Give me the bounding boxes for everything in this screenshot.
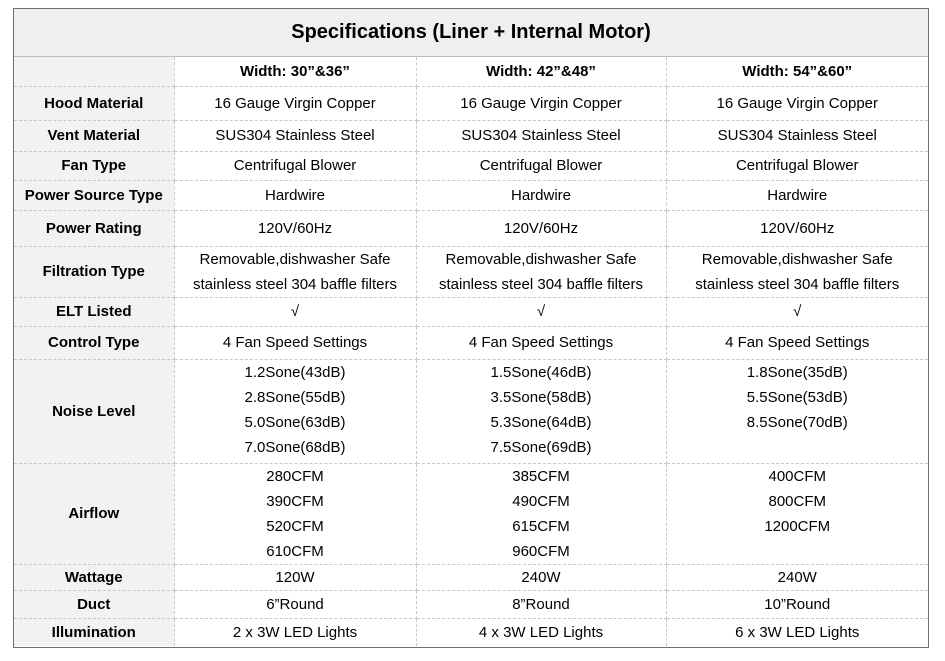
- spec-title: Specifications (Liner + Internal Motor): [14, 9, 928, 57]
- spec-value: SUS304 Stainless Steel: [461, 127, 621, 144]
- spec-cell: [666, 151, 928, 180]
- spec-cell: [174, 180, 416, 210]
- spec-cell: [416, 246, 666, 297]
- spec-cell: [666, 359, 928, 463]
- spec-value: 120V/60Hz: [760, 219, 835, 237]
- spec-value: 2.8Sone(55dB): [244, 388, 346, 406]
- table-row: [14, 120, 928, 151]
- row-label: Filtration Type: [14, 246, 174, 297]
- spec-value: 240W: [521, 568, 561, 586]
- row-label: Wattage: [14, 564, 174, 590]
- spec-value: 1200CFM: [764, 517, 831, 535]
- spec-cell: [416, 590, 666, 618]
- row-label: Power Rating: [14, 210, 174, 246]
- spec-value: 610CFM: [266, 542, 324, 560]
- spec-value: SUS304 Stainless Steel: [717, 127, 877, 144]
- spec-cell: [666, 326, 928, 359]
- spec-value: 6 x 3W LED Lights: [735, 623, 860, 641]
- spec-cell: [416, 86, 666, 120]
- table-row: [14, 297, 928, 326]
- spec-cell: [174, 151, 416, 180]
- row-label: Vent Material: [14, 120, 174, 151]
- spec-cell: [416, 210, 666, 246]
- table-row: [14, 180, 928, 210]
- spec-cell: [174, 463, 416, 564]
- spec-value: √: [290, 303, 300, 320]
- spec-value: 120W: [275, 568, 315, 586]
- spec-value: stainless steel 304 baffle filters: [438, 275, 643, 293]
- table-row: [14, 618, 928, 646]
- spec-value: Hardwire: [767, 186, 828, 204]
- spec-value: 120V/60Hz: [257, 219, 333, 237]
- spec-value: Removable,dishwasher Safe: [701, 250, 893, 268]
- row-label: Control Type: [14, 326, 174, 359]
- table-row: [14, 86, 928, 120]
- spec-cell: [666, 180, 928, 210]
- spec-value: 120V/60Hz: [503, 219, 579, 237]
- spec-cell: [666, 86, 928, 120]
- spec-cell: [174, 590, 416, 618]
- spec-cell: [174, 618, 416, 646]
- spec-value: Centrifugal Blower: [479, 157, 603, 174]
- spec-value: 4 Fan Speed Settings: [222, 334, 368, 351]
- spec-cell: [666, 463, 928, 564]
- table-row: [14, 326, 928, 359]
- spec-value: 1.5Sone(46dB): [490, 363, 592, 381]
- spec-cell: [416, 297, 666, 326]
- spec-value: 6”Round: [266, 595, 324, 613]
- spec-value: Centrifugal Blower: [735, 157, 859, 174]
- table-row: [14, 590, 928, 618]
- spec-table-frame: [13, 8, 929, 648]
- spec-cell: [416, 326, 666, 359]
- spec-cell: [416, 180, 666, 210]
- spec-value: 400CFM: [768, 467, 827, 485]
- spec-cell: [174, 297, 416, 326]
- spec-value: 1.8Sone(35dB): [746, 363, 848, 381]
- spec-cell: [666, 590, 928, 618]
- row-label: Power Source Type: [14, 180, 174, 210]
- spec-value: 800CFM: [768, 492, 827, 510]
- spec-value: 520CFM: [266, 517, 324, 535]
- spec-cell: [416, 120, 666, 151]
- spec-value: 390CFM: [266, 492, 324, 510]
- spec-value: Hardwire: [510, 186, 571, 204]
- spec-cell: [666, 297, 928, 326]
- spec-value: 2 x 3W LED Lights: [232, 623, 358, 641]
- row-label: Noise Level: [14, 359, 174, 463]
- spec-value: 4 x 3W LED Lights: [478, 623, 604, 641]
- row-label: Duct: [14, 590, 174, 618]
- spec-value: 8.5Sone(70dB): [746, 413, 848, 431]
- spec-value: 5.3Sone(64dB): [490, 413, 592, 431]
- spec-value: 280CFM: [266, 467, 324, 485]
- spec-cell: [174, 86, 416, 120]
- spec-value: √: [793, 303, 802, 320]
- spec-value: Removable,dishwasher Safe: [445, 250, 637, 268]
- header-corner-cell: [14, 57, 174, 86]
- spec-value: 5.5Sone(53dB): [746, 388, 848, 406]
- spec-cell: [416, 564, 666, 590]
- row-label: Fan Type: [14, 151, 174, 180]
- spec-value: 5.0Sone(63dB): [244, 413, 346, 431]
- table-row: [14, 463, 928, 564]
- column-header: Width: 30”&36”: [174, 57, 416, 86]
- spec-cell: [416, 618, 666, 646]
- spec-value: 1.2Sone(43dB): [244, 363, 346, 381]
- row-label: Airflow: [14, 463, 174, 564]
- table-row: [14, 210, 928, 246]
- column-header: Width: 54”&60”: [666, 57, 928, 86]
- spec-value: 16 Gauge Virgin Copper: [716, 94, 878, 112]
- spec-table: [14, 57, 928, 646]
- header-row: [14, 57, 928, 86]
- spec-cell: [666, 210, 928, 246]
- spec-cell: [666, 564, 928, 590]
- spec-value: 960CFM: [512, 542, 570, 560]
- spec-value: stainless steel 304 baffle filters: [695, 275, 900, 293]
- spec-cell: [666, 246, 928, 297]
- spec-value: 16 Gauge Virgin Copper: [214, 94, 376, 112]
- spec-value: 4 Fan Speed Settings: [725, 334, 870, 351]
- spec-value: 385CFM: [512, 467, 570, 485]
- spec-value: 7.5Sone(69dB): [490, 438, 592, 456]
- spec-value: Hardwire: [264, 186, 325, 204]
- spec-value: 16 Gauge Virgin Copper: [460, 94, 622, 112]
- spec-cell: [174, 326, 416, 359]
- spec-cell: [174, 359, 416, 463]
- table-row: [14, 151, 928, 180]
- spec-cell: [174, 120, 416, 151]
- spec-value: 615CFM: [512, 517, 570, 535]
- spec-cell: [174, 246, 416, 297]
- spec-cell: [666, 120, 928, 151]
- row-label: ELT Listed: [14, 297, 174, 326]
- spec-cell: [416, 151, 666, 180]
- row-label: Illumination: [14, 618, 174, 646]
- spec-value: Removable,dishwasher Safe: [199, 250, 391, 268]
- spec-cell: [174, 210, 416, 246]
- spec-value: stainless steel 304 baffle filters: [192, 275, 397, 293]
- spec-value: 10”Round: [764, 595, 831, 613]
- row-label: Hood Material: [14, 86, 174, 120]
- spec-cell: [666, 618, 928, 646]
- spec-value: √: [536, 303, 546, 320]
- table-row: [14, 564, 928, 590]
- spec-value: 4 Fan Speed Settings: [468, 334, 614, 351]
- spec-value: 7.0Sone(68dB): [244, 438, 346, 456]
- spec-value: Centrifugal Blower: [233, 157, 357, 174]
- spec-cell: [416, 463, 666, 564]
- spec-value: 8”Round: [512, 595, 570, 613]
- column-header: Width: 42”&48”: [416, 57, 666, 86]
- spec-cell: [416, 359, 666, 463]
- spec-cell: [174, 564, 416, 590]
- spec-value: 3.5Sone(58dB): [490, 388, 592, 406]
- spec-value: 240W: [777, 568, 817, 586]
- table-row: [14, 359, 928, 463]
- spec-value: 490CFM: [512, 492, 570, 510]
- table-row: [14, 246, 928, 297]
- spec-value: SUS304 Stainless Steel: [215, 127, 375, 144]
